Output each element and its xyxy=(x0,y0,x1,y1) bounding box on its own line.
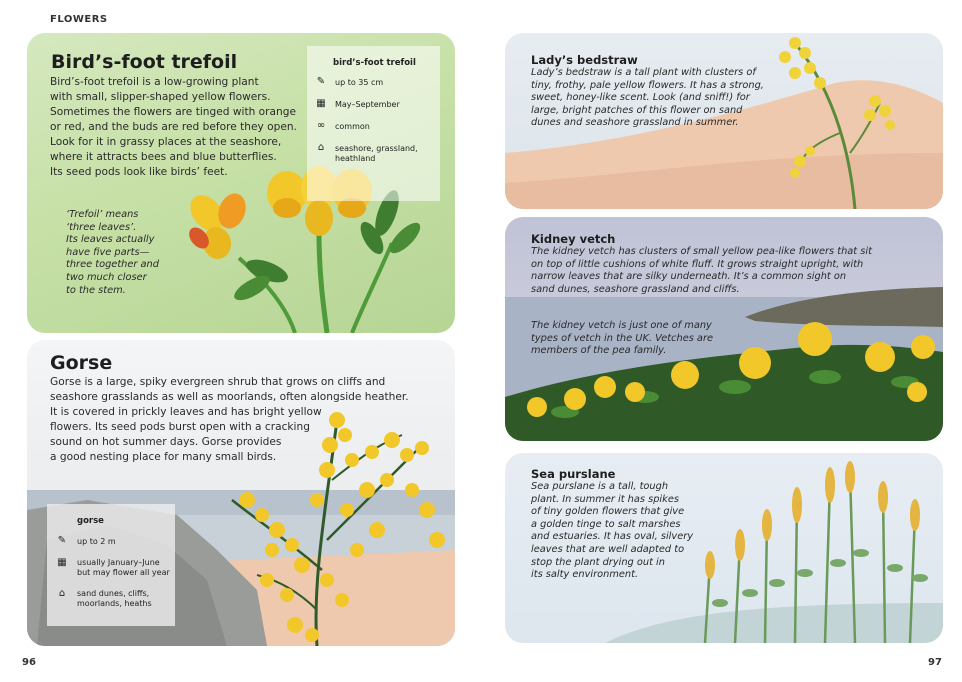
vetch-body: The kidney vetch has clusters of small yellow pea-like flowers that sit on top of little cushions of white fluff. It grows straight upright, with narrow leaves that are silky underneath. It’s a common sight on sand dunes, seashore grassland and cliffs. xyxy=(531,246,872,295)
trefoil-info-title: bird’s-foot trefoil xyxy=(333,58,416,68)
trefoil-info-frequency: common xyxy=(335,122,370,131)
section-label: FLOWERS xyxy=(50,14,108,25)
house-icon: ⌂ xyxy=(317,142,325,153)
gorse-card xyxy=(27,340,455,646)
trefoil-info-months: May–September xyxy=(335,100,400,109)
trefoil-info-habitat: seashore, grassland, heathland xyxy=(335,144,418,163)
gorse-info-habitat: sand dunes, cliffs, moorlands, heaths xyxy=(77,589,152,608)
gorse-infobox xyxy=(47,504,175,626)
purslane-body: Sea purslane is a tall, tough plant. In summer it has spikes of tiny golden flowers that give a golden tinge to salt marshes and estuaries. It has oval, silvery leaves that are well adapted to stop the plant drying out in its salty environment. xyxy=(531,481,694,581)
house-icon: ⌂ xyxy=(58,588,66,599)
page-number-left: 96 xyxy=(22,657,36,668)
binoculars-icon: ∞ xyxy=(316,120,326,131)
trefoil-body: Bird’s-foot trefoil is a low-growing plant with small, slipper-shaped yellow flowers. Sometimes the flowers are tinged with orange or red, and the buds are red before they open. Look for it in grassy places at the seashore, where it attracts bees and blue butterflies. Its seed pods look like birds’ feet. xyxy=(50,76,297,178)
gorse-body: Gorse is a large, spiky evergreen shrub that grows on cliffs and seashore grasslands as well as moorlands, often alongside heather. It is covered in prickly leaves and has bright yellow flowers. Its seed pods burst open with a cracking sound on hot summer days. Gorse provides a good nesting place for many small birds. xyxy=(50,376,409,463)
bedstraw-body: Lady’s bedstraw is a tall plant with clusters of tiny, frothy, pale yellow flowers. It has a strong, sweet, honey-like scent. Look (and sniff!) for large, bright patches of this flower on sand dunes and seashore grassland in summer. xyxy=(531,67,764,129)
vetch-note: The kidney vetch is just one of many types of vetch in the UK. Vetches are members of the pea family. xyxy=(531,320,713,357)
trefoil-info-size: up to 35 cm xyxy=(335,78,384,87)
vetch-title: Kidney vetch xyxy=(531,232,616,246)
trefoil-card xyxy=(27,33,455,333)
trefoil-infobox xyxy=(307,46,440,201)
calendar-icon: ▦ xyxy=(57,557,67,568)
calendar-icon: ▦ xyxy=(316,98,326,109)
gorse-info-title: gorse xyxy=(77,516,104,526)
bedstraw-title: Lady’s bedstraw xyxy=(531,53,638,67)
gorse-title: Gorse xyxy=(50,352,113,374)
purslane-card xyxy=(505,453,943,643)
gorse-info-months: usually January–June but may flower all year xyxy=(77,558,170,577)
ruler-icon: ✎ xyxy=(57,535,67,546)
vetch-card xyxy=(505,217,943,441)
page-number-right: 97 xyxy=(928,657,942,668)
gorse-info-size: up to 2 m xyxy=(77,537,116,546)
purslane-title: Sea purslane xyxy=(531,467,616,481)
trefoil-note: ‘Trefoil’ means ‘three leaves’. Its leaves actually have five parts— three together and two much closer to the stem. xyxy=(66,209,159,296)
ruler-icon: ✎ xyxy=(316,76,326,87)
bedstraw-card xyxy=(505,33,943,209)
trefoil-title: Bird’s-foot trefoil xyxy=(51,51,238,73)
